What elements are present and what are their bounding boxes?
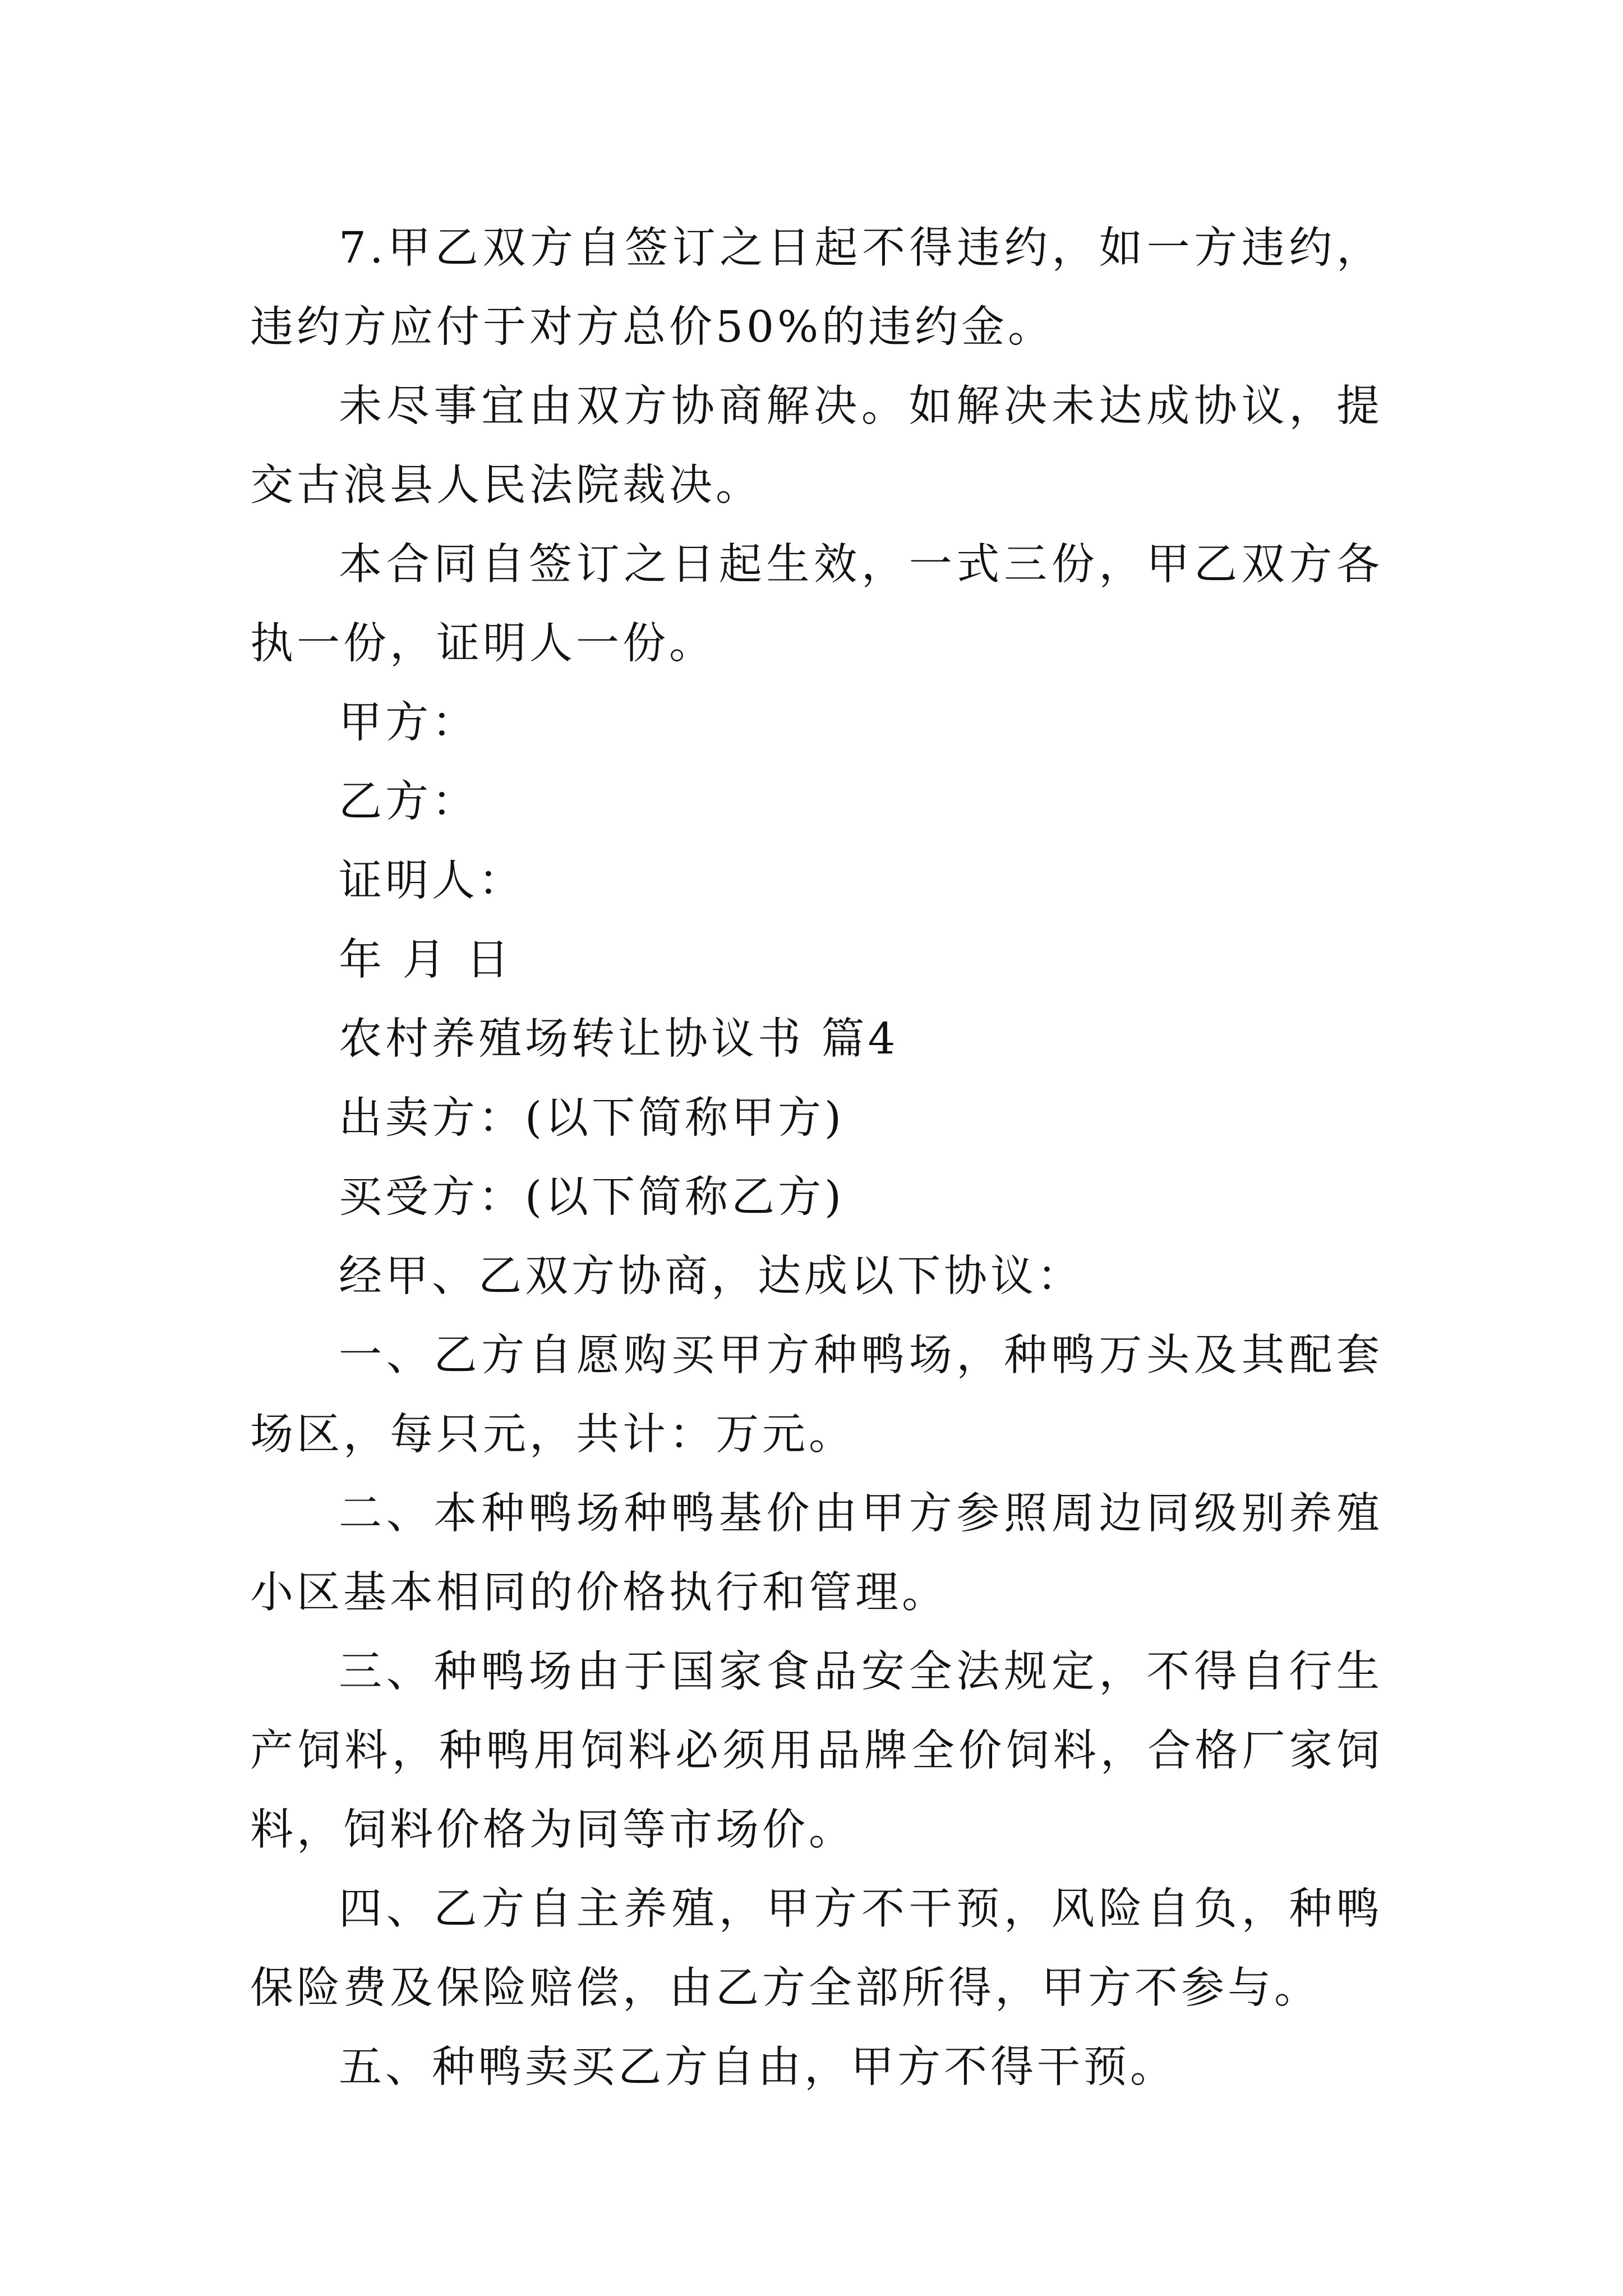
signature-witness: 证明人： (339, 856, 525, 906)
clause-3: 三、种鸭场由于国家食品安全法规定，不得自行生产饲料，种鸭用饲料必须用品牌全价饲料，合格厂家饲料，饲料价格为同等市场价。 (250, 1647, 1383, 1855)
agreement-intro: 经甲、乙双方协商，达成以下协议： (339, 1251, 1083, 1301)
signature-party-a: 甲方： (339, 698, 478, 748)
signature-party-b: 乙方： (339, 777, 478, 827)
document-body (250, 209, 1383, 2107)
signature-date: 年 月 日 (339, 935, 513, 985)
clause-5: 五、种鸭卖买乙方自由，甲方不得干预。 (339, 2042, 1177, 2092)
buyer-line: 买受方：(以下简称乙方) (339, 1172, 845, 1222)
clause-2: 二、本种鸭场种鸭基价由甲方参照周边同级别养殖小区基本相同的价格执行和管理。 (250, 1489, 1383, 1618)
section-title: 农村养殖场转让协议书 篇4 (339, 1014, 899, 1064)
clause-effective-copies: 本合同自签订之日起生效，一式三份，甲乙双方各执一份，证明人一份。 (250, 540, 1383, 669)
clause-dispute-resolution: 未尽事宜由双方协商解决。如解决未达成协议，提交古浪县人民法院裁决。 (250, 381, 1383, 510)
clause-breach-penalty: 7.甲乙双方自签订之日起不得违约，如一方违约，违约方应付于对方总价50%的违约金。 (250, 223, 1383, 352)
clause-1: 一、乙方自愿购买甲方种鸭场，种鸭万头及其配套场区，每只元，共计：万元。 (250, 1331, 1383, 1460)
clause-4: 四、乙方自主养殖，甲方不干预，风险自负，种鸭保险费及保险赔偿，由乙方全部所得，甲方不参与。 (250, 1884, 1383, 2013)
seller-line: 出卖方：(以下简称甲方) (339, 1093, 845, 1143)
